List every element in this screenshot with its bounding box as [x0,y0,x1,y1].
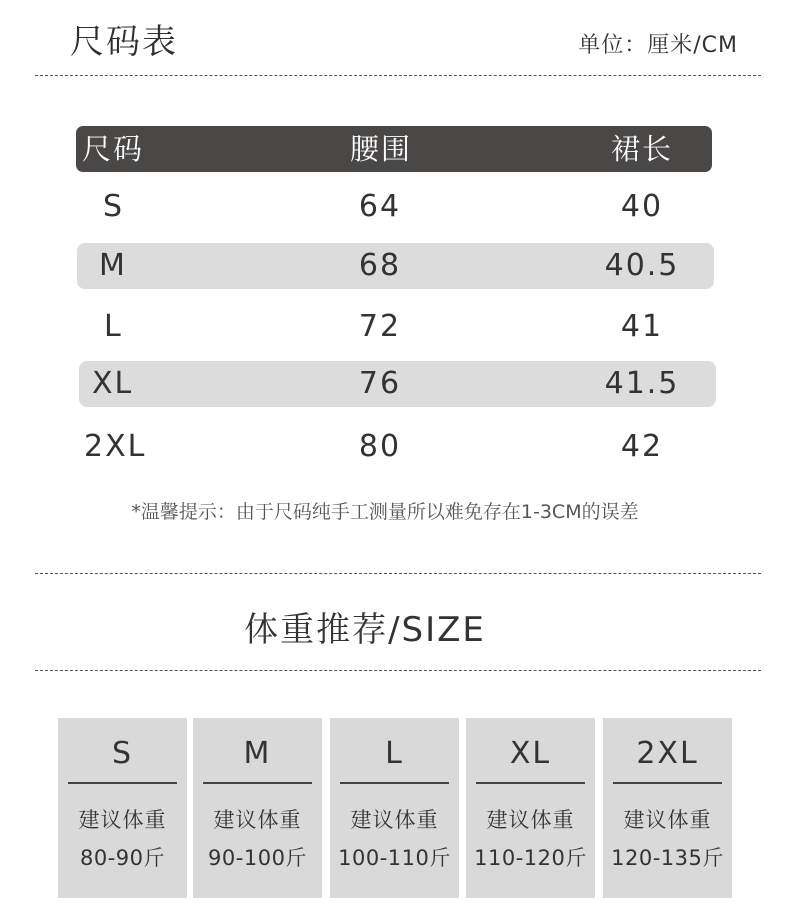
card-label: 建议体重 [486,808,575,832]
waist-cell: 64 [358,189,402,224]
waist-cell: 68 [358,248,402,283]
unit-label: 单位：厘米/CM [578,33,738,58]
card-size: M [243,736,272,771]
card-size: S [111,736,134,771]
table-row [77,243,714,289]
weight-card-s [58,718,187,898]
card-weight-range: 120-135斤 [611,846,724,870]
weight-card-m [193,718,322,898]
weight-section-title: 体重推荐/SIZE [244,610,486,650]
card-label: 建议体重 [350,808,439,832]
length-cell: 41 [620,309,664,344]
card-weight-range: 110-120斤 [474,846,587,870]
card-divider [340,782,449,784]
size-cell: L [104,309,123,344]
weight-card-xl [466,718,595,898]
column-header-length: 裙长 [611,132,674,166]
length-cell: 40 [620,189,664,224]
card-weight-range: 80-90斤 [79,846,166,870]
card-weight-range: 100-110斤 [338,846,451,870]
divider [35,670,761,671]
size-cell: 2XL [84,429,147,464]
card-label: 建议体重 [213,808,302,832]
weight-card-2xl [603,718,732,898]
card-label: 建议体重 [78,808,167,832]
card-divider [68,782,177,784]
card-size: XL [509,736,552,771]
size-cell: M [99,248,127,283]
waist-cell: 76 [358,366,402,401]
column-header-size: 尺码 [82,132,145,166]
length-cell: 41.5 [604,366,680,401]
page-title: 尺码表 [70,22,178,62]
length-cell: 42 [620,429,664,464]
table-header [76,126,712,172]
length-cell: 40.5 [604,248,680,283]
column-header-waist: 腰围 [350,132,413,166]
waist-cell: 80 [358,429,402,464]
divider [35,573,761,574]
size-cell: S [103,189,125,224]
measurement-note: *温馨提示：由于尺码纯手工测量所以难免存在1-3CM的误差 [131,501,639,523]
card-label: 建议体重 [623,808,712,832]
card-divider [203,782,312,784]
card-divider [613,782,722,784]
card-weight-range: 90-100斤 [208,846,307,870]
waist-cell: 72 [358,309,402,344]
size-cell: XL [92,366,134,401]
table-row [79,361,716,407]
card-size: L [385,736,404,771]
table-row [0,184,790,230]
table-row [0,424,790,470]
card-divider [476,782,585,784]
table-row [0,304,790,350]
card-size: 2XL [636,736,699,771]
weight-card-l [330,718,459,898]
divider [35,75,761,76]
